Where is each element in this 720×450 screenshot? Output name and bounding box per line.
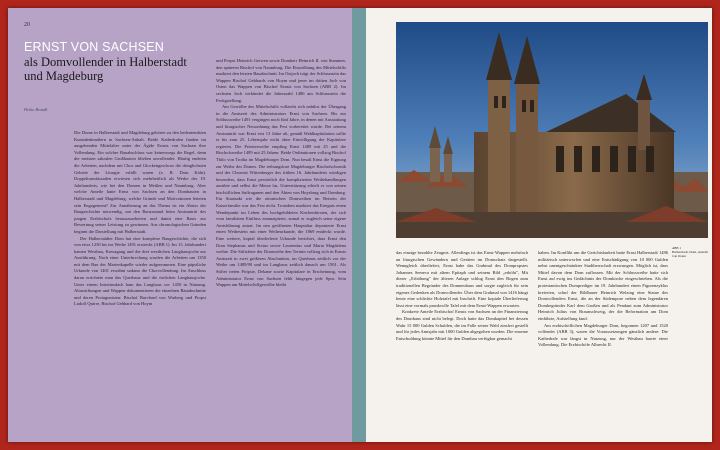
left-page: [8, 8, 352, 442]
book-spread: [8, 8, 712, 442]
paragraph: Der Halberstädter Dom hat eine komplexe Baugeschichte, die sich von etwa 1230 bis ins Weihe 1491 erstreckt (ABB 1). Im 13. Jahrhundert kamen Westbau, Kreuzgang und die drei westlichen Langhausjoche zur Ausführung. Nach einer Unterbrechung wurden die Arbeiten um 1350 mit dem Bau der Marienkapelle wieder aufgenommen. Eine päpstliche Urkunde von 1401 erwähnt sodann die Chorvollendung. Im Anschluss daran errichtete man das Querhaus und die östlichen Langhausjoche. Unter einem Interimsdach kam das Langhaus vor 1450 in Nutzung. Altarstiftungen und Wappen dokumentieren die einzelnen Bauabschnitte und deren Protagonisten: Bischof Burchard von Warberg und Propst Ludolf Quirre, Bischof Gebhard von Hoym: [74, 235, 206, 307]
text-column-2: [216, 58, 346, 436]
text-column-4: [538, 250, 668, 436]
right-page: [366, 8, 712, 442]
text-column-3: [396, 250, 528, 436]
caption-label: ABB 1: [672, 246, 681, 250]
paragraph: Die Dome in Halberstadt und Magdeburg gehören zu den bedeutendsten Kunstdenkmälern in Sachsen-Anhalt. Beide Kathedralen fanden im ausgehenden Mittelalter unter der Ägide Ernsts von Sachsen ihre Vollendung. Ein solcher Bauabschluss war keineswegs die Regel, denn die meisten sakralen Großbauten blieben unvollendet. Häufig endeten die Arbeiten, nachdem mit Chor und Glockengeschoss die dringlichsten Gebiete der Liturgie erfüllt waren (z. B. Dom Köln). Doppelturmfassaden erwiesen sich mehrheitlich als Werke des 19. Jahrhunderts, wie bei den Domen in Meißen und Naumburg. Aber welche Anteile hatte Ernst von Sachsen an den Dombauten in Halberstadt und Magdeburg, welche Gründe und Motivationen leiteten sein Engagement? Zur Annäherung an das Thema ist ein Abriss der Baugeschichte notwendig, um den Bauzustand beim Amtsantritt des jungen Erzbischofs herauszuarbeiten und damit eine Basis zur Bewertung seiner Leistung zu gewinnen. Aus chronologischen Gründen beginnt die Darstellung mit Halberstadt.: [74, 130, 206, 234]
paragraph: Am erzbischöflichen Magdeburger Dom, begonnen 1207 und 1520 vollendet (ABB 3), waren die Voraussetzungen gänzlich andere: Die Kathedrale war längst in Nutzung, nur der Westbau harrte einer Vollendung. Die Erzbischöfe Albrecht II.: [538, 322, 668, 348]
paragraph: und Propst Heinrich Gerwen sowie Domherr Heinrich II. von Stammer, den späteren Bischof von Naumburg. Die Einwölbung des Mittelschiffs markiert den letzten Bauabschnitt. Im Ostjoch trägt der Schlussstein das Wappen Bischof Gebhards von Hoym und jener im dritten Joch von Osten das Wappen von Bischof Ernsts von Sachsen (ABB 2). Im sechsten Joch verkündet die Jahreszahl 1486 am Schlussstein die Fertigstellung.: [216, 58, 346, 103]
page-number-left: 20: [24, 22, 30, 28]
paragraph: das einzige bezahlte Zeugnis. Allerdings ist das Ernst-Wappen mehrfach an liturgischen Gewändern und Geräten im Domschatz dargestellt. Wenngleich überliefert, Ernst habe das Grabmal des Dompropstes Johannes Semeca mit altem Epitaph und seinem Bild „erhöht", Mit dieser „Erhöhung" der älteren Anlage schlug Ernst den Bogen zum traditionellen Begründer des Domneubaus und sorgte zugleich für sein eigenes Gedenken als Domvollender. Über dem Grabmal von 1416 hängt heute eine schlichte Holztafel mit Inschrift. Eine kopiale Überlieferung lässt eine vormals prunkvolle Tafel mit dem Ernst-Wappen erwarten.: [396, 250, 528, 308]
caption-text: Halberstadt, Dom, Ansicht von Osten: [672, 250, 709, 259]
figure-caption: [672, 246, 710, 259]
halberstadt-cathedral-image: [396, 22, 708, 238]
paragraph: Konkrete Anteile Erzbischof Ernsts von Sachsen an der Finanzierung des Dombaus sind nicht belegt. Doch hatte das Domkapitel bei dessen Wahr 15 000 Gulden Schulden, die im Falle seiner Wahl zinsfrei gestellt und für jedes Amtsjahr mit 1000 Gulden abgegolten wurden. Die enorme Entschuldung könnte Mittel für den Dombau verfügbar gemacht: [396, 309, 528, 341]
paragraph: Am Gewölbe des Mittelschiffs vollzieht sich nahtlos der Übergang in die Amtszeit des Administrators Ernst von Sachsen. Bis zur Schlussweihe 1491 vergingen noch fünf Jahre, in denen mit Ausstattung und liturgischer Neuordnung das Fest vorbereitet wurde. Bei seinem Amtsantritt war Ernst erst 13 Jahre alt, gemäß Wahlkapitulation sollte er bis zum 25. Lebensjahr nicht ohne Einwilligung der Kapitulare regieren. Die Priesterweihe empfing Ernst 1489 mit 25 und die Bischofsweihe 1489 mit 25 Jahren. Beide Ordinationen vollzog Bischof Thilo von Trotha im Magdeburger Dom. Nun besaß Ernst die Eignung zur Weihe des Domes. Die reibungslose Magdeburger Bischofschronik und der Chronist Wittenberger des frühen 16. Jahrhunderts würdigen besonders, dass Ernst persönlich die komplizierten Weihehandlungen ausübte und selbst die Messe las. Unterstützung erhielt er von seinen bischöflichen Suffraganen und den Äbten von Huysburg und Ilsenburg. Ein Staatsakt wie die ottonischen Domweihen im Beisein der Kaiserfamilie war das Fest nicht. Trotzdem markiert das Ereignis einen Wendepunkt im Leben des hochgebildeten Kirchenfürsten, der sich vom familiären Einfluss emanzipierte, zumal er zugleich seine eigene Amtsführung antrat. Im neu geöffneten Hauptaltar deponierte Ernst einen Weihestein mit einer Weiheurkunde, die 1869 entdeckt wurde. Eine weitere, kopial überlieferte Urkunde berichtet, dass Ernst den Dom Stephanus und Sixtus sowie Laurentius und Maria Magdalena weihte. Die Stiftsfeier der Domweihe den Termin vollzog sich in Ernsts Amtszeit in zwei größeren Abschnitten, im Querhaus zeitlich vor der Weihe um 1489/90 und im Langhaus zeitlich danach um 1501. Als Stifter treten Pröpste, Dekane sowie Kapitulare in Erscheinung, vom Administrator Ernst von Sachsen fehlt hingegen jede Spur. Sein Wappen am Mittelschiffgewölbe bleibt: [216, 104, 346, 288]
chapter-title-name: ERNST VON SACHSEN: [24, 40, 165, 54]
text-column-1: [74, 130, 206, 436]
chapter-subtitle: als Domvollender in Halberstadt und Magdeburg: [24, 55, 187, 83]
page-gutter: [352, 8, 366, 442]
cathedral-photo: [396, 22, 708, 238]
author-name: Heiko Brandl: [24, 107, 48, 112]
paragraph: haben. Im Konflikt um die Gerichtsbarkeit hatte Ernst Halberstadt 1486 militärisch unterworfen und eine Entschädigung von 10 000 Gulden nebst unentgeschränkter Stadtherrschaft erzwungen. Möglich ist, dass Mittel davon dem Dom zuflossen. Mit der Schlussweihe hatte sich Ernst auf ewig ins Gedächtnis der Domkirche eingeschrieben. Als die protestantischen Domprediger im 19. Jahrhundert einen Figurenzyklus kreierten, schuf der Bildhauer Heinrich Welzing eine Statue des Domvollenders Ernst, die an der Südempore neben dem legendären Dombegründer Karl dem Großen und als Pendant zum Administrator Heinrich Julius von Braunschweig, der die Reformation am Dom einführte, Aufstellung fand.: [538, 250, 668, 321]
